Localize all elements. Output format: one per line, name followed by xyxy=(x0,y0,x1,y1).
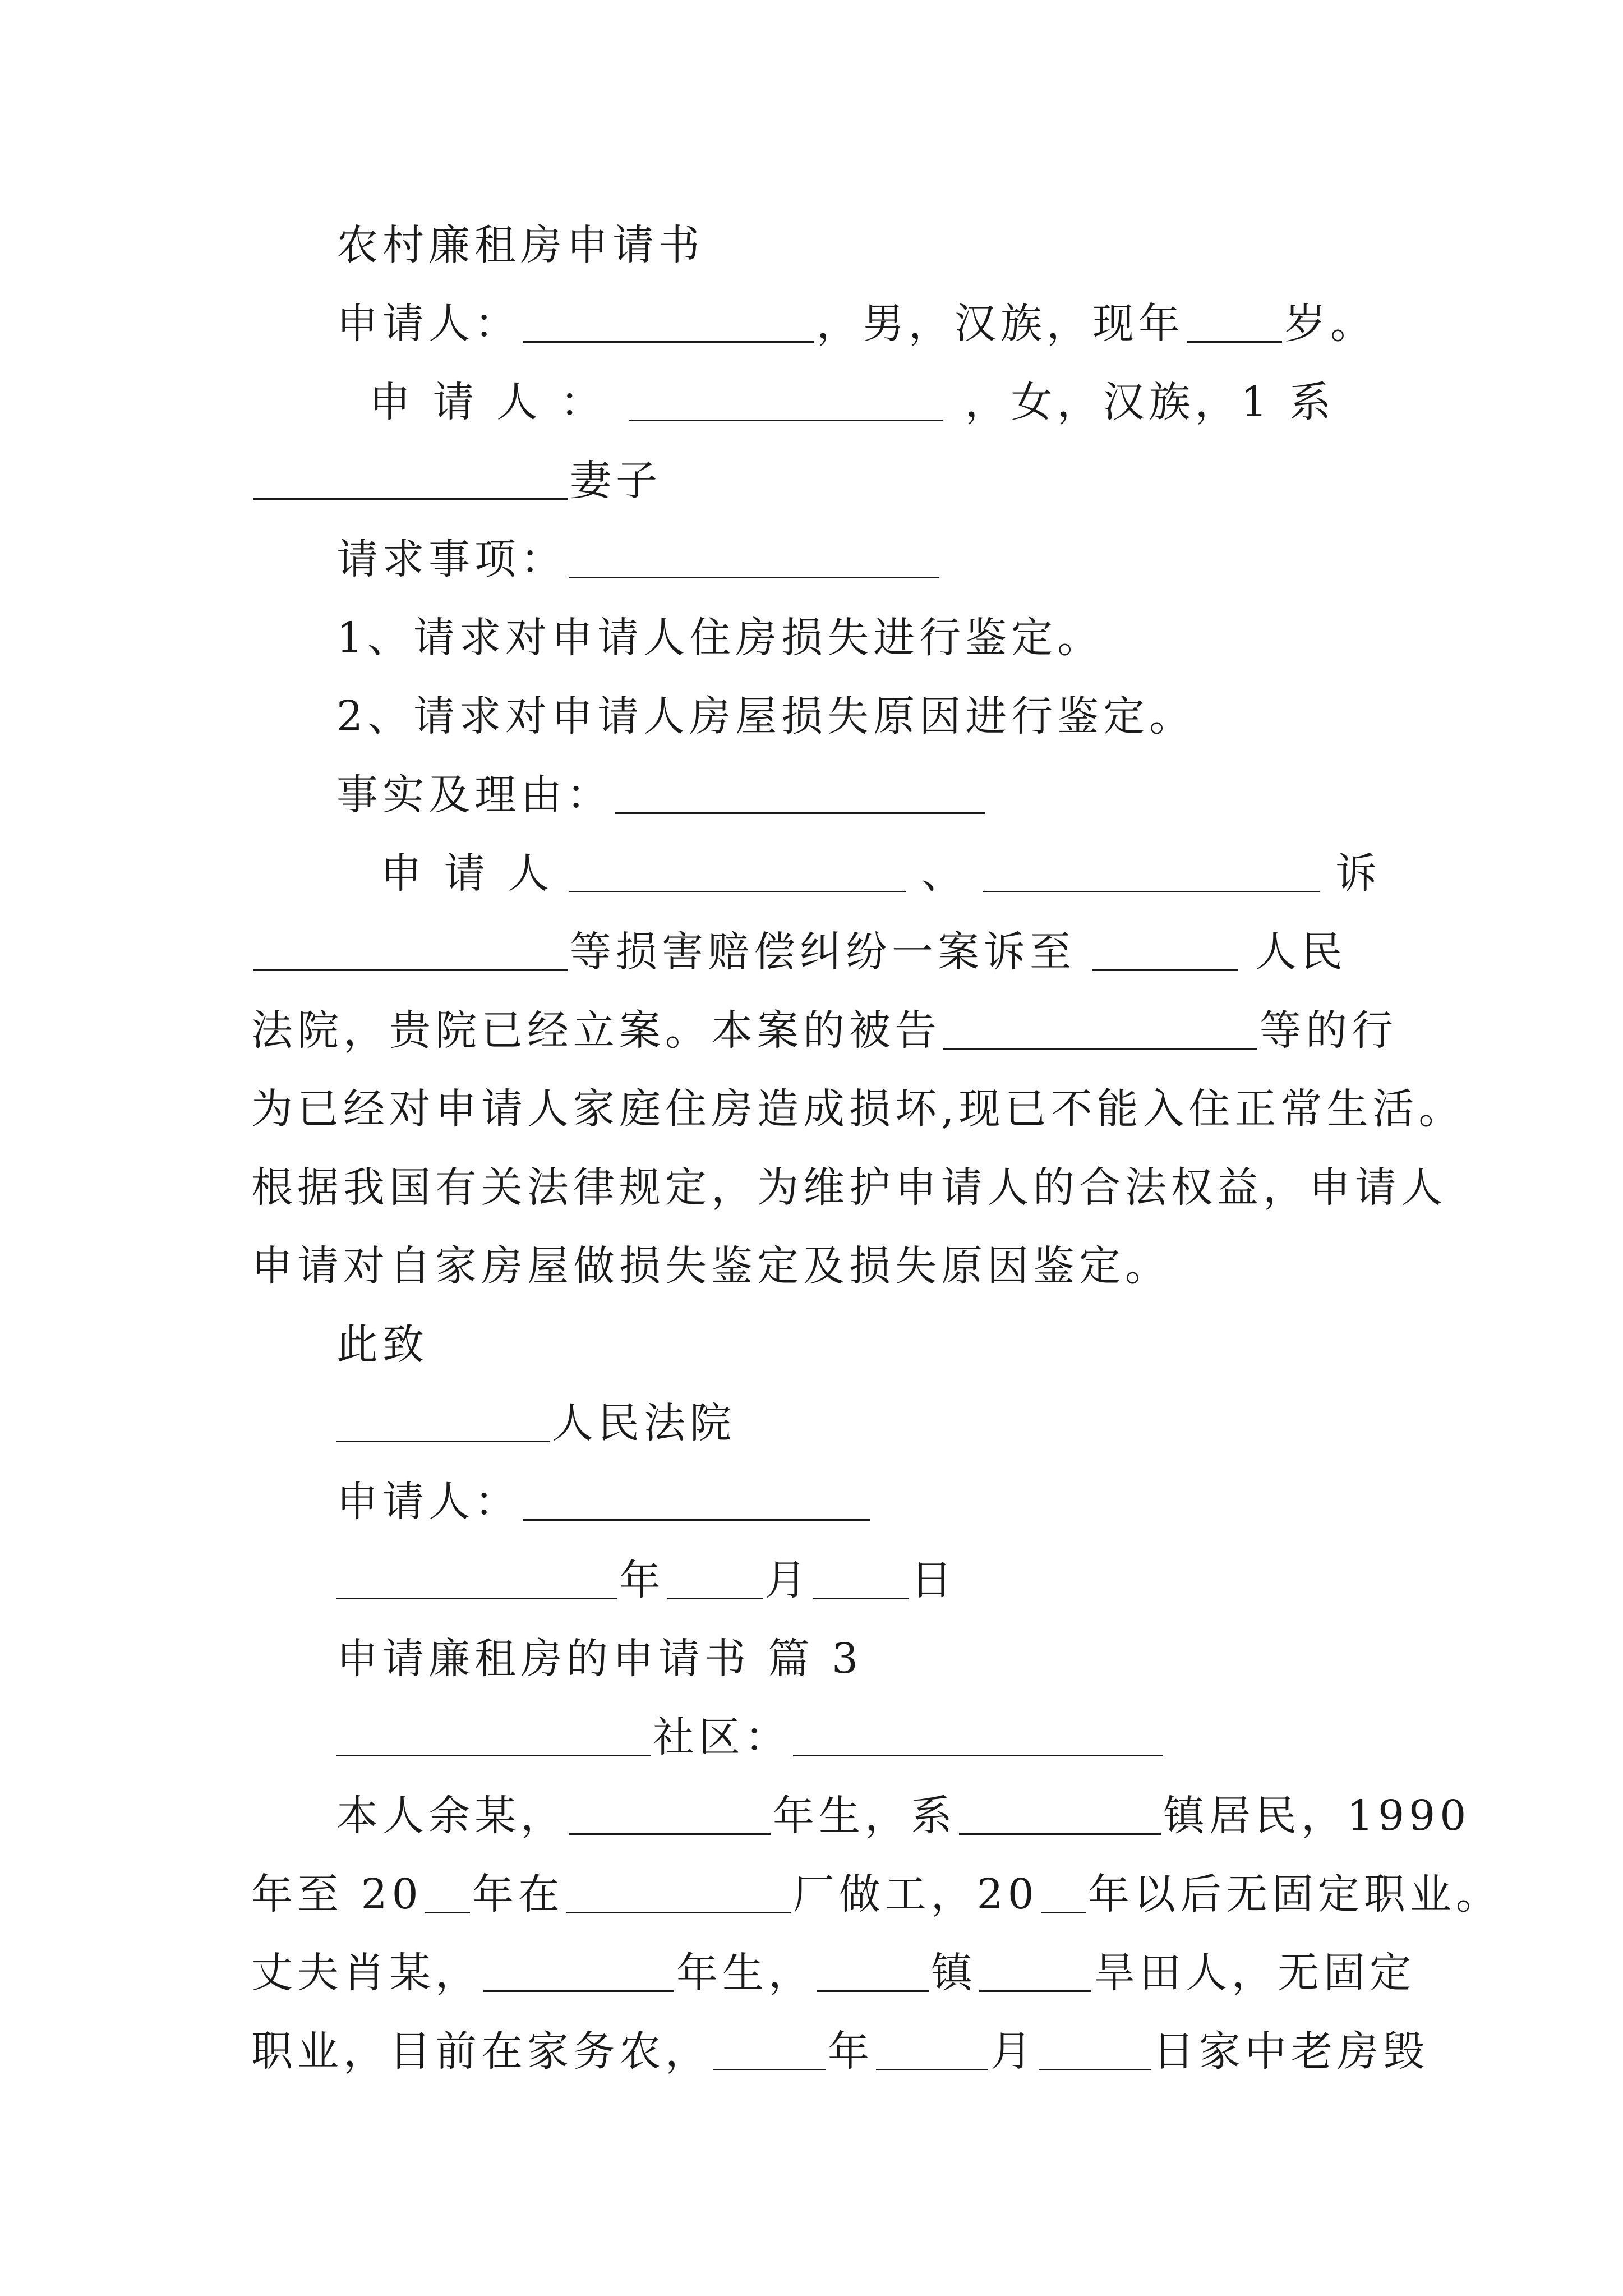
year-blank xyxy=(336,1560,617,1599)
salutation xyxy=(336,1312,428,1371)
bio-line-4-part-b: 年 xyxy=(828,2027,874,2076)
signer-label: 申请人： xyxy=(336,1478,520,1526)
relation-text: 妻子 xyxy=(570,457,662,505)
community-label: 社区： xyxy=(653,1713,791,1761)
bio-line-1-part-a: 本人余某， xyxy=(336,1792,566,1840)
court-line xyxy=(336,1390,736,1450)
husband-birth-blank xyxy=(483,1953,674,1992)
section3-title-text: 申请廉租房的申请书 篇 3 xyxy=(336,1635,863,1683)
community-blank xyxy=(793,1717,1163,1756)
facts-sue: 诉 xyxy=(1335,849,1382,898)
facts-para-line-6 xyxy=(251,1233,1171,1292)
section3-title xyxy=(336,1626,863,1685)
town-blank xyxy=(959,1796,1161,1835)
request-item-1-text: 1、请求对申请人住房损失进行鉴定。 xyxy=(336,614,1104,662)
bio-line-4-part-c: 月 xyxy=(990,2027,1036,2076)
bio-line-4 xyxy=(251,2018,1429,2078)
community-prefix-blank xyxy=(336,1717,651,1756)
behavior-text: 等的行 xyxy=(1260,1006,1398,1055)
bio-line-4-part-a: 职业，目前在家务农， xyxy=(251,2027,711,2076)
applicant-line xyxy=(336,291,1376,350)
bio-line-3-part-d: 旱田人，无固定 xyxy=(1094,1949,1415,1997)
facts-para-line-1 xyxy=(380,840,1381,900)
relation-line xyxy=(251,448,662,507)
applicant2-label: 申 请 人 ： xyxy=(369,378,606,426)
court-blank xyxy=(1092,932,1238,971)
defendant-blank xyxy=(253,932,568,971)
facts-para-line-2 xyxy=(251,919,1347,978)
event-year-blank xyxy=(713,2031,826,2070)
village-blank xyxy=(979,1953,1091,1992)
signer-blank xyxy=(523,1481,870,1521)
bio-line-2-part-d: 年以后无固定职业。 xyxy=(1087,1870,1502,1918)
day-text: 日 xyxy=(911,1556,957,1604)
facts-label: 事实及理由： xyxy=(336,771,612,819)
signer-line xyxy=(336,1469,873,1528)
bio-line-2-part-a: 年至 20 xyxy=(251,1870,423,1918)
community-line xyxy=(336,1704,1165,1764)
party1-blank xyxy=(569,853,906,892)
court-text: 人民法院 xyxy=(552,1399,736,1447)
facts-para-line-4 xyxy=(251,1076,1465,1135)
document-title xyxy=(336,212,704,272)
factory-blank xyxy=(566,1874,791,1913)
salutation-text: 此致 xyxy=(336,1320,428,1369)
facts-line-4-text: 为已经对申请人家庭住房造成损坏,现已不能入住正常生活。 xyxy=(251,1085,1465,1133)
applicant2-details: ，女，汉族，1 系 xyxy=(965,378,1336,426)
bio-line-3-part-c: 镇 xyxy=(931,1949,977,1997)
facts-label-line xyxy=(336,762,987,821)
facts-para-line-3 xyxy=(251,997,1398,1057)
husband-town-blank xyxy=(817,1953,929,1992)
people-text: 人民 xyxy=(1255,928,1347,976)
dispute-text: 等损害赔偿纠纷一案诉至 xyxy=(570,928,1076,976)
day-blank xyxy=(813,1560,909,1599)
facts-blank xyxy=(615,775,985,814)
applicant-label: 申请人： xyxy=(336,300,520,348)
event-day-blank xyxy=(1039,2031,1151,2070)
relation-blank xyxy=(253,461,568,500)
year2-blank xyxy=(1041,1874,1086,1913)
facts-applicant: 申 请 人 xyxy=(380,849,554,898)
request-item-2-text: 2、请求对申请人房屋损失原因进行鉴定。 xyxy=(336,692,1196,740)
month-text: 月 xyxy=(765,1556,811,1604)
applicant2-line xyxy=(369,369,1335,429)
age-blank xyxy=(1187,303,1282,343)
facts-line-5-text: 根据我国有关法律规定，为维护申请人的合法权益，申请人 xyxy=(251,1163,1447,1212)
year-text: 年 xyxy=(619,1556,665,1604)
event-month-blank xyxy=(876,2031,988,2070)
bio-line-1 xyxy=(336,1783,1470,1842)
facts-line-6-text: 申请对自家房屋做损失鉴定及损失原因鉴定。 xyxy=(251,1242,1171,1290)
court-name-blank xyxy=(336,1403,550,1442)
defendant2-blank xyxy=(943,1010,1257,1050)
name2-blank xyxy=(629,382,943,421)
party2-blank xyxy=(983,853,1320,892)
name-blank xyxy=(523,303,814,343)
month-blank xyxy=(667,1560,763,1599)
request-label: 请求事项： xyxy=(336,535,566,583)
bio-line-3-part-b: 年生， xyxy=(676,1949,814,1997)
bio-line-2-part-b: 年在 xyxy=(472,1870,564,1918)
facts-sep: 、 xyxy=(921,849,968,898)
bio-line-2 xyxy=(251,1861,1502,1921)
date-line xyxy=(336,1547,957,1607)
request-item-2 xyxy=(336,683,1195,743)
request-blank xyxy=(569,539,939,578)
court-filed-text: 法院，贵院已经立案。本案的被告 xyxy=(251,1006,941,1055)
year-end-blank xyxy=(425,1874,470,1913)
bio-line-1-part-c: 镇居民，1990 xyxy=(1163,1792,1471,1840)
title-text: 农村廉租房申请书 xyxy=(336,221,704,269)
applicant-details: ，男，汉族，现年 xyxy=(817,300,1184,348)
bio-line-3 xyxy=(251,1940,1415,1999)
bio-line-1-part-b: 年生，系 xyxy=(773,1792,957,1840)
bio-line-4-part-d: 日家中老房毁 xyxy=(1153,2027,1429,2076)
birth-year-blank xyxy=(569,1796,771,1835)
request-item-1 xyxy=(336,605,1103,664)
request-label-line xyxy=(336,526,941,586)
age-suffix: 岁。 xyxy=(1284,300,1376,348)
bio-line-2-part-c: 厂做工，20 xyxy=(792,1870,1039,1918)
facts-para-line-5 xyxy=(251,1154,1447,1214)
bio-line-3-part-a: 丈夫肖某， xyxy=(251,1949,481,1997)
